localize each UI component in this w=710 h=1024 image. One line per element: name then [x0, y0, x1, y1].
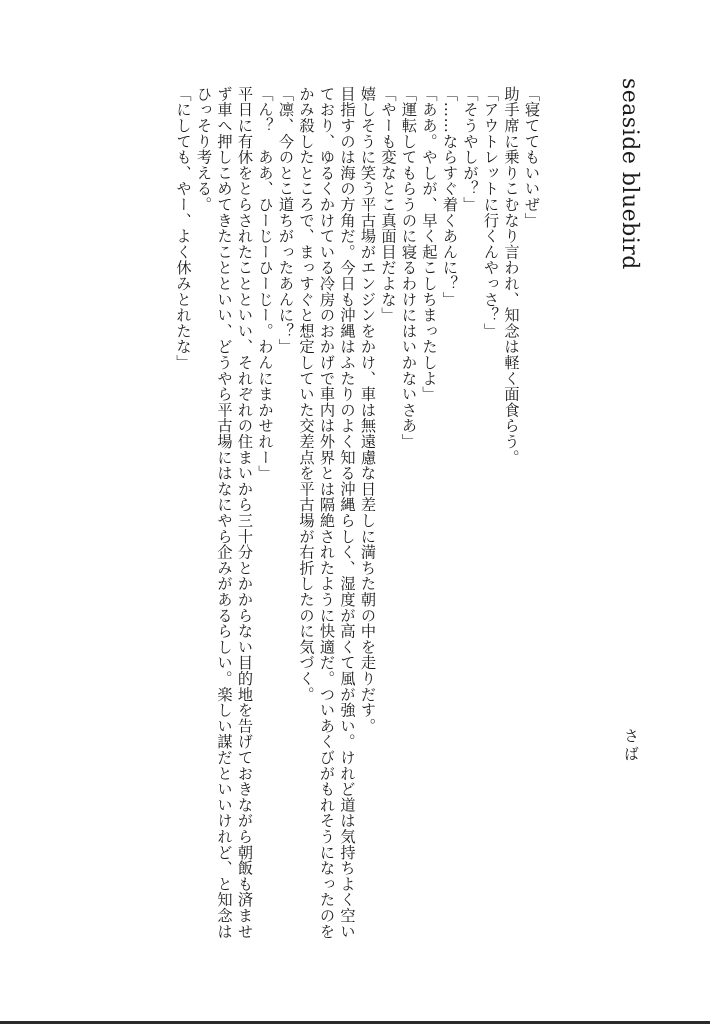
- story-body: [173, 86, 542, 946]
- paragraph: 「そうやしが？」: [461, 86, 480, 213]
- paragraph: 「ん？ ああ、ひーじーひーじー。わんにまかせれー」: [256, 86, 275, 481]
- story-title: seaside bluebird: [617, 78, 642, 270]
- paragraph: 助手席に乗りこむなり言われ、知念は軽く面食らう。: [502, 86, 521, 466]
- paragraph: 「やーも変なとこ真面目だよな」: [379, 86, 398, 323]
- paragraph: 平日に有休をとらされたことといい、それぞれの住まいから三十分とかからない目的地を告げておきながら朝飯も済ませず車へ押しこめてきたことといい、どうやら平古場にはなにやら企みがあるらしい。楽しい謀だといいけれど、と知念はひっそり考える。: [195, 86, 254, 940]
- paragraph: 「運転してもらうのに寝るわけにはいかないさあ」: [400, 86, 418, 450]
- paragraph: 目指すのは海の方角だ。今日も沖縄はふたりのよく知る沖縄らしく、湿度が高くて風が強い。けれど道は気持ちよく空いており、ゆるくかけている冷房のおかげで車内は外界とは隔絶されたように快適だ。ついあくびがもれそうになったのをかみ殺したところで、まっすぐと想定していた交差点を平古場が右折したのに気づく。: [297, 86, 357, 940]
- paragraph: 「寝ててもいいぜ」: [523, 86, 541, 229]
- paragraph: 嬉しそうに笑う平古場がエンジンをかけ、車は無遠慮な日差しに満ちた朝の中を走りだす。: [359, 86, 377, 734]
- paragraph: 「アウトレットに行くんやっさ？」: [482, 86, 500, 339]
- paragraph: 「凛、今のとこ道ちがったあんに？」: [277, 86, 295, 355]
- author-name: さば: [622, 728, 640, 764]
- paragraph: 「ああ。やしが、早く起こしちまったしよ」: [420, 86, 439, 402]
- paragraph: 「……ならすぐ着くあんに？」: [441, 86, 459, 308]
- paragraph: 「にしても、やー、よく休みとれたな」: [174, 86, 193, 371]
